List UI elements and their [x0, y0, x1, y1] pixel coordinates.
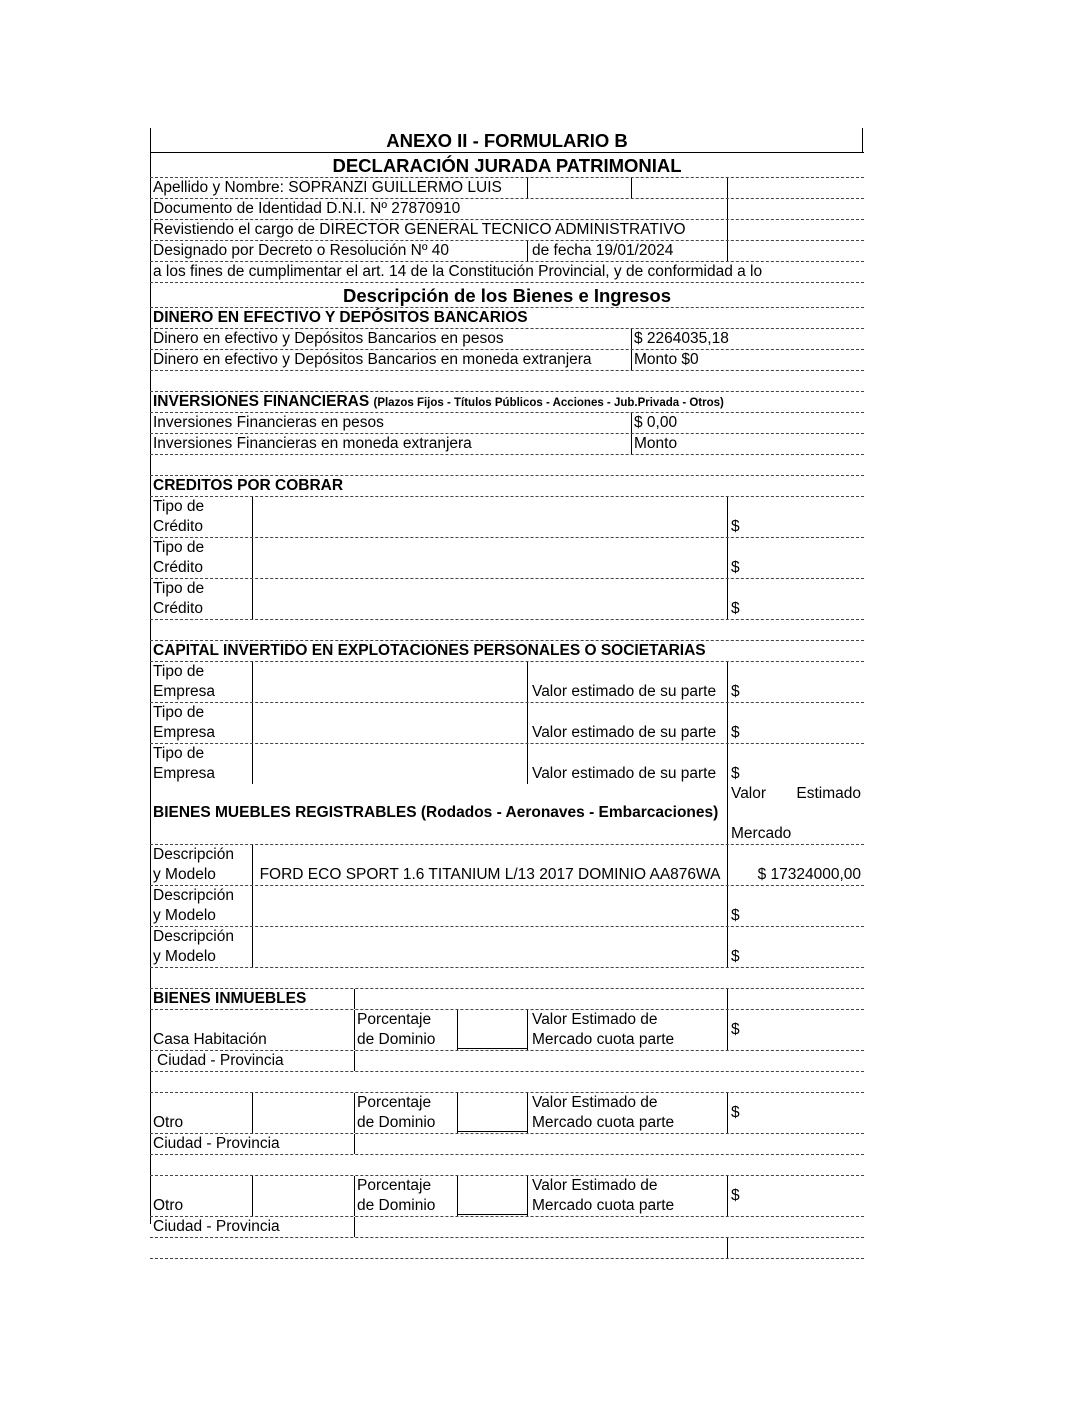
cell-divider	[252, 886, 253, 926]
cell-divider	[631, 329, 632, 349]
investments-heading-row	[150, 392, 864, 413]
capital-heading-row	[150, 641, 864, 662]
company-type-label: Tipo de	[153, 745, 205, 762]
cash-heading-row	[150, 308, 864, 329]
ownership-input-line[interactable]	[457, 1131, 527, 1132]
cash-foreign-label: Dinero en efectivo y Depósitos Bancarios en moneda extranjera	[153, 351, 592, 368]
market-value-label: Valor Estimado de	[532, 1177, 658, 1194]
location-label: Ciudad - Provincia	[157, 1052, 284, 1069]
cell-divider	[631, 178, 632, 198]
cell-divider	[354, 1010, 355, 1050]
investments-heading-group	[153, 393, 724, 412]
property-type: Otro	[153, 1114, 184, 1131]
id-field: Documento de Identidad D.N.I. Nº 27870910	[153, 200, 461, 217]
cash-heading: DINERO EN EFECTIVO Y DEPÓSITOS BANCARIOS	[153, 309, 528, 326]
market-value-label: Valor Estimado de	[532, 1094, 658, 1111]
property-currency: $	[731, 1187, 740, 1204]
credit-row	[150, 497, 864, 538]
credit-type-label: Tipo de	[153, 580, 205, 597]
cell-divider	[527, 178, 528, 198]
cell-divider	[354, 1093, 355, 1133]
name-field: Apellido y Nombre: SOPRANZI GUILLERMO LUIS	[153, 179, 502, 196]
capital-row	[150, 662, 864, 703]
real-estate-heading-row	[150, 989, 864, 1010]
cell-divider	[354, 1217, 355, 1237]
credit-row	[150, 538, 864, 579]
cell-divider	[727, 579, 728, 619]
investments-heading: INVERSIONES FINANCIERAS	[153, 393, 370, 410]
vehicle-row	[150, 886, 864, 927]
cell-divider	[527, 744, 528, 784]
vehicle-desc-label: Descripción	[153, 846, 234, 863]
market-value-label: Valor Estimado de	[532, 1011, 658, 1028]
vehicle-desc-clip	[253, 866, 727, 886]
company-currency: $	[731, 765, 740, 782]
cell-divider	[727, 538, 728, 578]
investments-heading-detail: (Plazos Fijos - Títulos Públicos - Acciones - Jub.Privada - Otros)	[373, 397, 724, 409]
vehicles-value-header: Valor	[731, 785, 767, 802]
vehicles-heading-clip	[153, 804, 727, 824]
ownership-input-line[interactable]	[457, 1048, 527, 1049]
market-value-label: Mercado cuota parte	[532, 1197, 675, 1214]
cell-divider	[727, 220, 728, 240]
cell-divider	[727, 927, 728, 967]
company-type-label: Tipo de	[153, 704, 205, 721]
spacer-row	[150, 1238, 864, 1259]
cell-divider	[527, 1093, 528, 1133]
property-row	[150, 1093, 864, 1134]
cell-divider	[457, 1093, 458, 1133]
cell-divider	[631, 413, 632, 433]
ownership-label: de Dominio	[357, 1197, 436, 1214]
credit-type-label: Crédito	[153, 518, 203, 535]
cell-divider	[527, 1176, 528, 1216]
cash-pesos-row	[150, 329, 864, 350]
cell-divider	[252, 579, 253, 619]
credit-row	[150, 579, 864, 620]
annex-title-row	[150, 128, 864, 153]
purpose-row	[150, 262, 864, 283]
cell-divider	[252, 703, 253, 743]
vehicle-desc-label: Descripción	[153, 928, 234, 945]
cell-divider	[354, 989, 355, 1009]
credits-heading: CREDITOS POR COBRAR	[153, 477, 344, 494]
location-label: Ciudad - Provincia	[153, 1135, 280, 1152]
cell-divider	[727, 744, 728, 784]
vehicle-desc-label: y Modelo	[153, 948, 216, 965]
property-currency: $	[731, 1104, 740, 1121]
vehicles-value-header: Estimado	[796, 785, 861, 802]
spacer-row	[150, 1072, 864, 1093]
ownership-input-line[interactable]	[457, 1214, 527, 1215]
credit-currency: $	[731, 600, 740, 617]
cell-divider	[527, 662, 528, 702]
ownership-label: de Dominio	[357, 1114, 436, 1131]
credit-type-label: Crédito	[153, 559, 203, 576]
vehicle-desc-label: Descripción	[153, 887, 234, 904]
ownership-label: Porcentaje	[357, 1011, 432, 1028]
cell-divider	[252, 497, 253, 537]
vehicle-value: $	[731, 907, 740, 924]
market-value-label: Mercado cuota parte	[532, 1031, 675, 1048]
spacer-row	[150, 1155, 864, 1176]
cell-divider	[727, 1238, 728, 1258]
company-type-label: Empresa	[153, 724, 216, 741]
cell-divider	[727, 989, 728, 1009]
credits-heading-row	[150, 476, 864, 497]
property-type: Otro	[153, 1197, 184, 1214]
cell-divider	[457, 1010, 458, 1050]
property-currency: $	[731, 1021, 740, 1038]
company-value-label: Valor estimado de su parte	[532, 683, 717, 700]
capital-row	[150, 744, 864, 784]
purpose-text: a los fines de cumplimentar el art. 14 de la Constitución Provincial, y de conformidad a lo	[153, 263, 763, 280]
cell-divider	[727, 497, 728, 537]
credit-type-label: Crédito	[153, 600, 203, 617]
vehicle-value: $ 17324000,00	[757, 866, 861, 883]
cell-divider	[727, 703, 728, 743]
location-row	[150, 1217, 864, 1238]
cash-pesos-label: Dinero en efectivo y Depósitos Bancarios en pesos	[153, 330, 504, 347]
cell-divider	[631, 434, 632, 454]
cell-divider	[727, 1093, 728, 1133]
investments-pesos-label: Inversiones Financieras en pesos	[153, 414, 384, 431]
id-row	[150, 199, 864, 220]
ownership-label: de Dominio	[357, 1031, 436, 1048]
spacer-row	[150, 371, 864, 392]
cell-divider	[354, 1176, 355, 1216]
capital-row	[150, 703, 864, 744]
company-currency: $	[731, 683, 740, 700]
vehicles-value-header: Mercado	[731, 825, 792, 842]
form-title-row	[150, 153, 864, 178]
credit-currency: $	[731, 559, 740, 576]
vehicles-heading-row	[150, 784, 864, 845]
cell-divider	[252, 744, 253, 784]
cell-divider	[727, 845, 728, 885]
vehicle-description: FORD ECO SPORT 1.6 TITANIUM L/13 2017 DOMINIO AA876WA	[259, 866, 721, 883]
investments-pesos-row	[150, 413, 864, 434]
cell-divider	[727, 784, 728, 844]
form-title: DECLARACIÓN JURADA PATRIMONIAL	[332, 155, 682, 176]
annex-title: ANEXO II - FORMULARIO B	[386, 130, 628, 151]
cell-divider	[727, 886, 728, 926]
spacer-row	[150, 455, 864, 476]
cell-divider	[252, 538, 253, 578]
company-type-label: Empresa	[153, 765, 216, 782]
cell-divider	[354, 1051, 355, 1071]
location-row	[150, 1051, 864, 1072]
cell-divider	[457, 1176, 458, 1216]
spacer-row	[150, 968, 864, 989]
location-label: Ciudad - Provincia	[153, 1218, 280, 1235]
credit-currency: $	[731, 518, 740, 535]
credit-type-label: Tipo de	[153, 498, 205, 515]
investments-foreign-row	[150, 434, 864, 455]
vehicles-heading: BIENES MUEBLES REGISTRABLES (Rodados - Aeronaves - Embarcaciones)	[153, 804, 719, 821]
cell-divider	[727, 178, 728, 198]
ownership-label: Porcentaje	[357, 1094, 432, 1111]
vehicle-value: $	[731, 948, 740, 965]
vehicle-row	[150, 845, 864, 886]
name-row	[150, 178, 864, 199]
market-value-label: Mercado cuota parte	[532, 1114, 675, 1131]
real-estate-heading: BIENES INMUEBLES	[153, 990, 307, 1007]
investments-foreign-label: Inversiones Financieras en moneda extranjera	[153, 435, 472, 452]
cell-divider	[252, 1176, 253, 1216]
company-type-label: Empresa	[153, 683, 216, 700]
investments-foreign-value: Monto	[634, 435, 678, 452]
role-field: Revistiendo el cargo de DIRECTOR GENERAL TECNICO ADMINISTRATIVO	[153, 221, 686, 238]
cell-divider	[527, 703, 528, 743]
decree-date: de fecha 19/01/2024	[532, 242, 674, 259]
investments-pesos-value: $ 0,00	[634, 414, 678, 431]
decree-row	[150, 241, 864, 262]
vehicle-desc-label: y Modelo	[153, 866, 216, 883]
company-type-label: Tipo de	[153, 663, 205, 680]
assets-title: Descripción de los Bienes e Ingresos	[343, 285, 671, 306]
location-row	[150, 1134, 864, 1155]
cell-divider	[631, 350, 632, 370]
property-row	[150, 1176, 864, 1217]
cell-divider	[354, 1134, 355, 1154]
company-value-label: Valor estimado de su parte	[532, 724, 717, 741]
cell-divider	[727, 1010, 728, 1050]
cell-divider	[727, 662, 728, 702]
vehicle-row	[150, 927, 864, 968]
cell-divider	[252, 1093, 253, 1133]
cell-divider	[727, 199, 728, 219]
credit-type-label: Tipo de	[153, 539, 205, 556]
cash-foreign-row	[150, 350, 864, 371]
cell-divider	[527, 241, 528, 261]
cell-divider	[527, 1010, 528, 1050]
capital-heading: CAPITAL INVERTIDO EN EXPLOTACIONES PERSONALES O SOCIETARIAS	[153, 642, 706, 659]
cash-pesos-value: $ 2264035,18	[634, 330, 729, 347]
decree-field: Designado por Decreto o Resolución Nº 40	[153, 242, 450, 259]
role-row	[150, 220, 864, 241]
spacer-row	[150, 620, 864, 641]
cell-divider	[252, 662, 253, 702]
company-currency: $	[731, 724, 740, 741]
property-type: Casa Habitación	[153, 1031, 267, 1048]
company-value-label: Valor estimado de su parte	[532, 765, 717, 782]
property-row	[150, 1010, 864, 1051]
declaration-form	[150, 128, 864, 1259]
vehicle-desc-label: y Modelo	[153, 907, 216, 924]
cell-divider	[727, 1176, 728, 1216]
ownership-label: Porcentaje	[357, 1177, 432, 1194]
assets-title-row	[150, 283, 864, 308]
cash-foreign-value: Monto $0	[634, 351, 699, 368]
cell-divider	[252, 927, 253, 967]
cell-divider	[727, 241, 728, 261]
